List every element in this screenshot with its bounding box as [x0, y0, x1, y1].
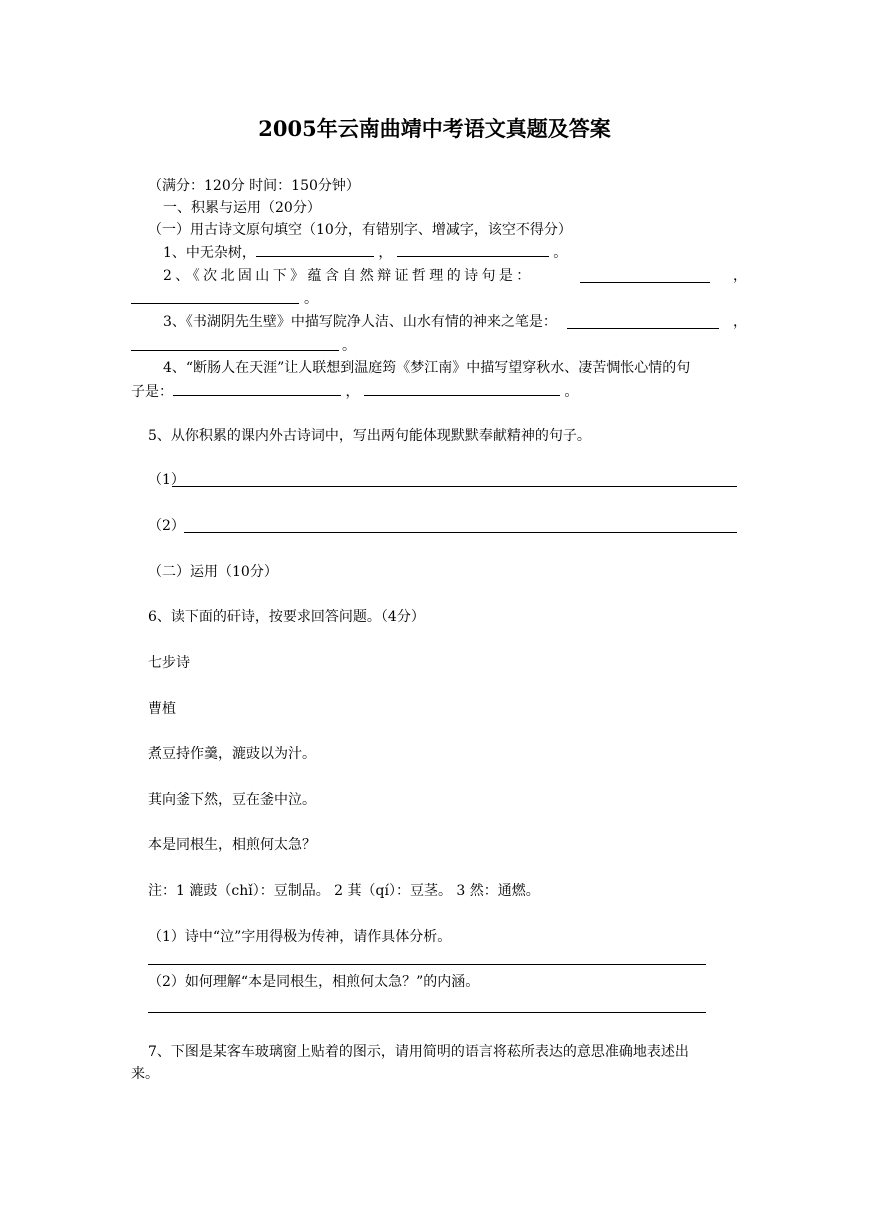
poem-title: 七步诗 — [148, 655, 190, 671]
section-heading-1: 一、积累与运用（20分） — [163, 200, 321, 216]
subsection-heading-1: （一）用古诗文原句填空（10分，有错别字、增减字，该空不得分） — [148, 222, 572, 238]
sub-question-2: （2）如何理解“本是同根生，相煎何太急？”的内涵。 — [148, 974, 480, 990]
answer-blank[interactable] — [397, 242, 549, 257]
punct: 。 — [553, 245, 568, 261]
punct: ， — [345, 384, 360, 400]
subsection-heading-2: （二）运用（10分） — [148, 564, 278, 580]
answer-blank[interactable] — [567, 314, 719, 329]
question-1-text: 1、中无杂树， — [163, 245, 256, 261]
punct: ， — [733, 314, 747, 330]
answer-line[interactable] — [172, 486, 737, 487]
answer-blank[interactable] — [131, 336, 339, 351]
question-4-line-2 — [131, 381, 578, 402]
question-3-text: 3、《书湖阴先生壁》中描写院净人洁、山水有情的神来之笔是： — [163, 314, 557, 330]
question-2-text: 2、《次北固山下》蕴含自然辩证哲理的诗句是： — [163, 268, 534, 284]
poem-line-2: 萁向釜下然，豆在釜中泣。 — [148, 792, 316, 808]
answer-blank[interactable] — [256, 242, 374, 257]
question-4-line-1: 4、“断肠人在天涯”让人联想到温庭筠《梦江南》中描写望穿秋水、凄苦惆怅心情的句 — [163, 360, 691, 376]
question-7-line-2: 来。 — [131, 1066, 159, 1082]
punct: ， — [733, 268, 747, 284]
answer-line[interactable] — [184, 532, 737, 533]
question-3 — [163, 312, 557, 332]
answer-blank[interactable] — [173, 381, 341, 396]
exam-meta: （满分：120分 时间：150分钟） — [148, 178, 360, 194]
answer-blank[interactable] — [364, 381, 560, 396]
question-4-text: 子是： — [131, 384, 173, 400]
question-1 — [163, 242, 567, 263]
page-title: 2005年云南曲靖中考语文真题及答案 — [258, 116, 611, 141]
poem-author: 曹植 — [148, 701, 176, 717]
answer-line[interactable] — [148, 964, 706, 965]
question-7-line-1: 7、下图是某客车玻璃窗上贴着的图示，请用简明的语言将菘所表达的意思准确地表述出 — [148, 1044, 689, 1060]
punct: 。 — [304, 291, 318, 307]
question-2 — [163, 266, 534, 286]
punct: 。 — [342, 338, 356, 354]
answer-line[interactable] — [148, 1012, 706, 1013]
punct: 。 — [564, 384, 579, 400]
answer-label-2: （2） — [148, 518, 185, 534]
sub-question-1: （1）诗中“泣”字用得极为传神，请作具体分析。 — [148, 929, 452, 945]
question-5: 5、从你积累的课内外古诗词中，写出两句能体现默默奉献精神的句子。 — [148, 428, 591, 444]
poem-line-3: 本是同根生，相煎何太急？ — [148, 837, 316, 853]
poem-notes: 注：1 漉豉（chǐ）：豆制品。 2 萁（qí）：豆茎。 3 然：通燃。 — [148, 883, 540, 899]
punct: ， — [378, 245, 393, 261]
answer-blank[interactable] — [131, 289, 299, 304]
question-6: 6、读下面的矸诗，按要求回答问题。（4分） — [148, 609, 425, 625]
answer-blank[interactable] — [580, 268, 710, 283]
answer-label-1: （1） — [148, 472, 185, 488]
poem-line-1: 煮豆持作羹，漉豉以为汁。 — [148, 746, 316, 762]
